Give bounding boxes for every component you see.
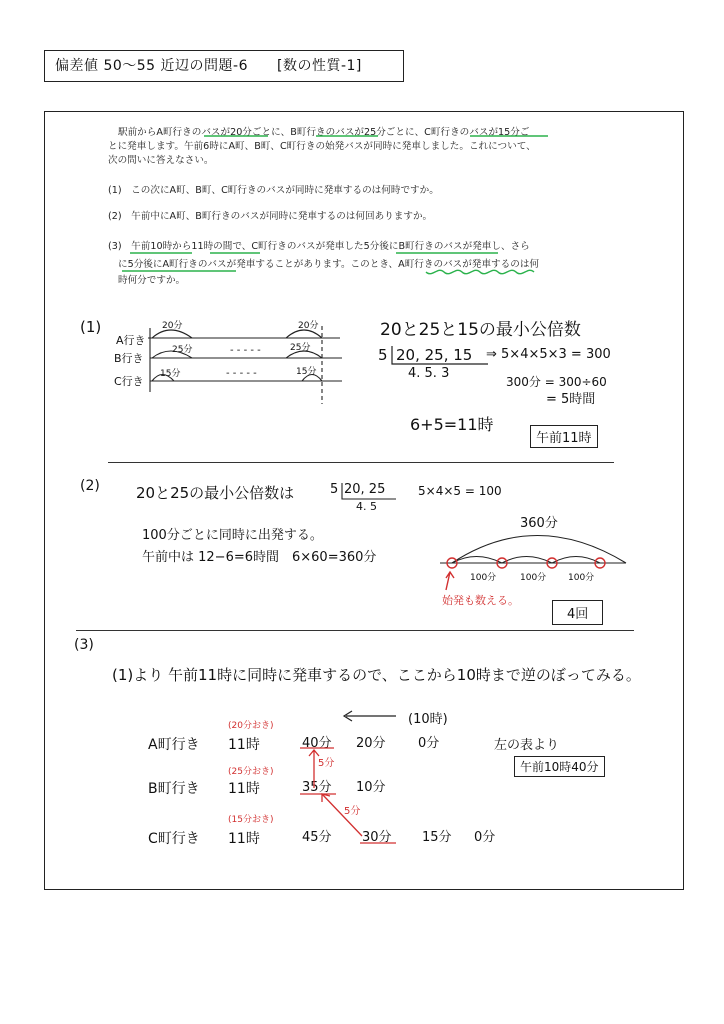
div-2-left: 5 [330, 482, 339, 497]
solution-1-label: (1) [80, 318, 102, 336]
arc-label: 360分 [520, 516, 558, 531]
b-end-interval: 25分 [290, 343, 311, 353]
solution-2-calc: 5×4×5 = 100 [418, 484, 502, 498]
solution-2-label: (2) [80, 478, 100, 494]
row-a-value-2: 20分 [356, 736, 386, 751]
row-c-value-3: 15分 [422, 830, 452, 845]
divider-1 [108, 462, 614, 463]
conversion-1: 300分 = 300÷60 [506, 375, 607, 389]
row-b-label: B行き [114, 352, 144, 365]
div-2-nums: 20, 25 [344, 482, 386, 497]
div-2-result: 4. 5 [356, 500, 377, 513]
solution-3-intro: (1)より 午前11時に同時に発車するので、ここから10時まで逆のぼってみる。 [112, 666, 641, 684]
row-c-dots: - - - - - [226, 368, 257, 379]
row-b-dots: - - - - - [230, 345, 261, 356]
red-note: 始発も数える。 [442, 594, 519, 607]
row-a-hour: 11時 [228, 737, 260, 753]
row-c-name: C町行き [148, 831, 200, 847]
conversion-2: = 5時間 [546, 392, 596, 407]
row-c-label: C行き [114, 375, 144, 388]
solution-1-calc: ⇒ 5×4×5×3 = 300 [486, 347, 611, 362]
problem-line-3: 次の問いに答えなさい。 [108, 155, 214, 166]
a-start-interval: 20分 [162, 321, 183, 331]
row-a-label: A行き [116, 334, 146, 347]
segment-1: 100分 [470, 573, 497, 583]
row-a-value-3: 0分 [418, 736, 440, 751]
segment-2: 100分 [520, 573, 547, 583]
div-1-result: 4. 5. 3 [408, 366, 450, 381]
gap-label-1: 5分 [318, 758, 335, 769]
row-b-name: B町行き [148, 781, 200, 797]
row-a-name: A町行き [148, 737, 200, 753]
row-b-value-1: 35分 [302, 780, 332, 795]
row-b-hour: 11時 [228, 781, 260, 797]
div-1-left: 5 [378, 346, 388, 364]
answer-1-box: 午前11時 [530, 425, 598, 448]
row-b-value-2: 10分 [356, 780, 386, 795]
div-1-nums: 20, 25, 15 [396, 346, 473, 364]
side-note: 左の表より [494, 738, 560, 753]
question-1: (1) この次にA町、B町、C町行きのバスが同時に発車するのは何時ですか。 [108, 185, 439, 196]
row-a-value-1: 40分 [302, 736, 332, 751]
arrow-label: (10時) [408, 712, 448, 727]
worksheet-title: 偏差値 50〜55 近辺の問題-6 [数の性質-1] [44, 50, 404, 82]
row-c-tag: (15分おき) [228, 815, 274, 825]
row-b-tag: (25分おき) [228, 767, 274, 777]
question-2: (2) 午前中にA町、B町行きのバスが同時に発車するのは何回ありますか。 [108, 211, 433, 222]
solution-2-note-1: 100分ごとに同時に出発する。 [142, 528, 323, 543]
question-3-line-3: 時何分ですか。 [118, 275, 186, 286]
solution-2-note-2: 午前中は 12−6=6時間 6×60=360分 [142, 550, 377, 565]
row-c-hour: 11時 [228, 831, 260, 847]
divider-2 [76, 630, 634, 631]
c-end-interval: 15分 [296, 367, 317, 377]
row-c-value-1: 45分 [302, 830, 332, 845]
row-a-tag: (20分おき) [228, 721, 274, 731]
segment-3: 100分 [568, 573, 595, 583]
row-c-value-4: 0分 [474, 830, 496, 845]
problem-line-1: 駅前からA町行きのバスが20分ごとに、B町行きのバスが25分ごとに、C町行きのバスが15分ご [118, 127, 530, 138]
b-start-interval: 25分 [172, 345, 193, 355]
solution-2-title: 20と25の最小公倍数は [136, 484, 295, 502]
answer-2-box: 4回 [552, 600, 603, 625]
a-end-interval: 20分 [298, 321, 319, 331]
solution-1-sum: 6+5=11時 [410, 415, 494, 434]
row-c-value-2: 30分 [362, 830, 392, 845]
problem-line-2: とに発車します。午前6時にA町、B町、C町行きの始発バスが同時に発車しました。これについて、 [108, 141, 536, 152]
gap-label-2: 5分 [344, 806, 361, 817]
c-start-interval: 15分 [160, 369, 181, 379]
solution-3-label: (3) [74, 637, 94, 653]
answer-3-box: 午前10時40分 [514, 756, 605, 777]
question-3-line-2: に5分後にA町行きのバスが発車することがあります。このとき、A町行きのバスが発車するのは何 [118, 259, 540, 270]
question-3-line-1: (3) 午前10時から11時の間で、C町行きのバスが発車した5分後にB町行きのバスが発車し、さら [108, 241, 530, 252]
solution-1-title: 20と25と15の最小公倍数 [380, 320, 581, 340]
